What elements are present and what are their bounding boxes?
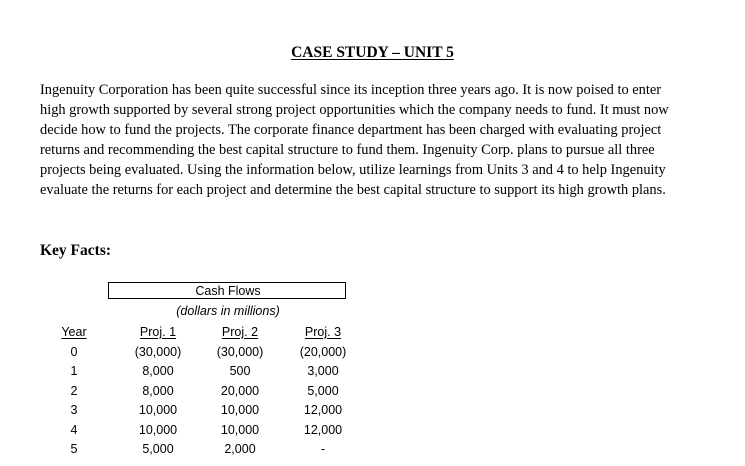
year-cell: 2 bbox=[70, 383, 78, 398]
project-1-cell: (30,000) bbox=[134, 344, 182, 359]
project-3-cell: - bbox=[320, 442, 326, 456]
project-1-cell: 8,000 bbox=[142, 364, 174, 378]
year-cell: 1 bbox=[70, 364, 78, 378]
project-3-header: Proj. 3 bbox=[304, 325, 342, 339]
key-facts-heading: Key Facts: bbox=[40, 242, 112, 259]
project-2-cell: 20,000 bbox=[220, 383, 260, 398]
year-cell: 5 bbox=[70, 442, 78, 456]
project-3-cell: 3,000 bbox=[307, 364, 339, 378]
case-description: Ingenuity Corporation has been quite successful since its inception three years ago. It is now poised to enter high growth supported by several strong project opportunities which the company needs to fund. It must now decide how to fund the projects. The corporate finance department has been charged with evaluating project returns and recommending the best capital structure to fund them. Ingenuity Corp. plans to pursue all three projects being evaluated. Using the information below, utilize learnings from Units 3 and 4 to help Ingenuity evaluate the returns for each project and determine the best capital structure to support its high growth plans. bbox=[40, 82, 669, 199]
project-1-cell: 10,000 bbox=[138, 403, 178, 417]
project-2-cell: 2,000 bbox=[224, 442, 256, 456]
project-1-cell: 10,000 bbox=[138, 422, 178, 437]
project-3-cell: 12,000 bbox=[303, 403, 343, 417]
project-2-cell: 500 bbox=[229, 364, 251, 378]
project-2-header: Proj. 2 bbox=[221, 325, 259, 339]
project-1-cell: 8,000 bbox=[142, 383, 174, 398]
project-3-cell: 5,000 bbox=[307, 383, 339, 398]
year-column bbox=[56, 323, 92, 460]
page-title: CASE STUDY – UNIT 5 bbox=[291, 44, 454, 61]
cash-flows-subtitle: (dollars in millions) bbox=[176, 304, 280, 318]
project-2-cell: 10,000 bbox=[220, 403, 260, 417]
project-1-column bbox=[118, 323, 198, 460]
project-1-cell: 5,000 bbox=[142, 442, 174, 456]
project-1-header: Proj. 1 bbox=[139, 325, 177, 339]
cash-flows-title: Cash Flows bbox=[195, 284, 261, 298]
year-header: Year bbox=[61, 325, 87, 339]
project-2-cell: 10,000 bbox=[220, 422, 260, 437]
project-2-column bbox=[201, 323, 279, 460]
year-cell: 3 bbox=[70, 403, 78, 417]
year-cell: 4 bbox=[70, 422, 78, 437]
project-3-cell: (20,000) bbox=[299, 344, 347, 359]
project-2-cell: (30,000) bbox=[216, 344, 264, 359]
year-cell: 0 bbox=[70, 344, 78, 359]
project-3-column bbox=[283, 323, 363, 460]
project-3-cell: 12,000 bbox=[303, 422, 343, 437]
